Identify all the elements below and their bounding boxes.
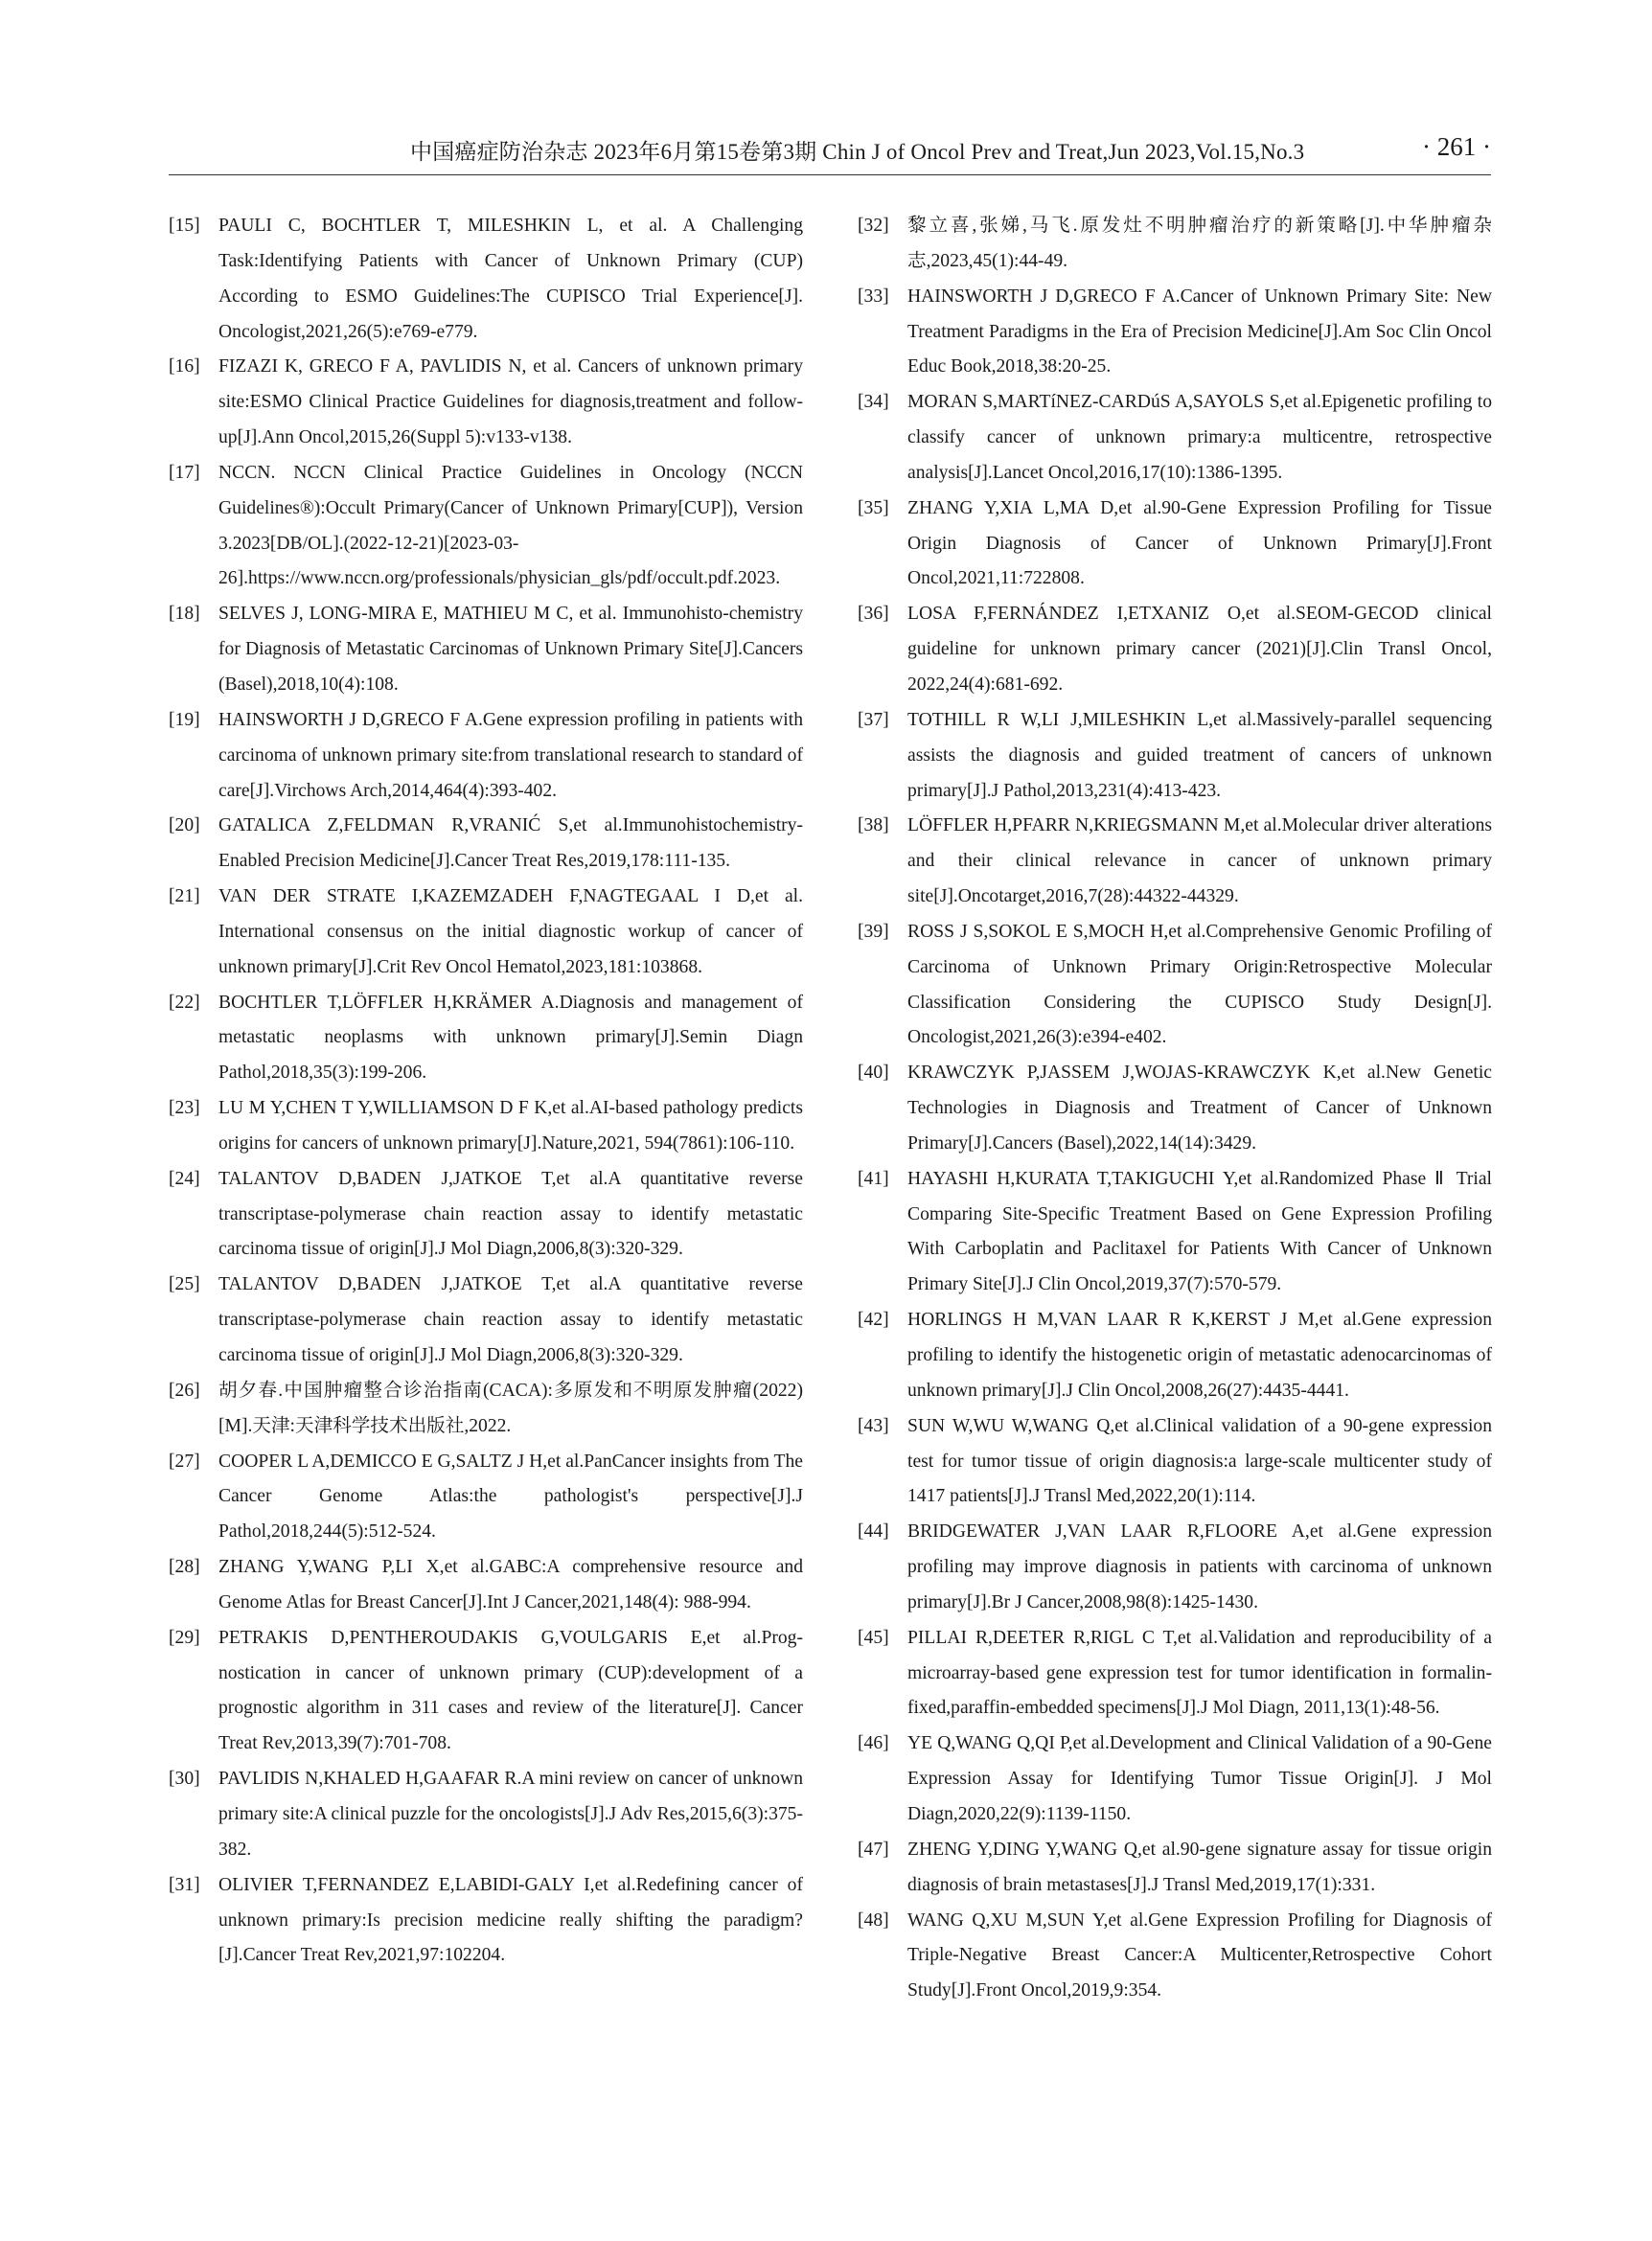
reference-text: MORAN S,MARTíNEZ-CARDúS A,SAYOLS S,et al.Epigenetic profiling to classify cancer of unknown primary:a multicentre, retrospective analysis[J].Lancet Oncol,2016,17(10):1386-1395. [907, 392, 1492, 483]
reference-item [858, 1833, 1492, 1904]
reference-number: [34] [858, 392, 889, 413]
reference-item [858, 1904, 1492, 2010]
reference-column-left [169, 209, 803, 1974]
reference-item [169, 1868, 803, 1975]
reference-item [858, 597, 1492, 703]
reference-text: VAN DER STRATE I,KAZEMZADEH F,NAGTEGAAL I D,et al. International consensus on the initial diagnostic workup of cancer of unknown primary[J].Crit Rev Oncol Hematol,2023,181:103868. [218, 886, 803, 977]
reference-item [169, 456, 803, 597]
reference-text: PETRAKIS D,PENTHEROUDAKIS G,VOULGARIS E,et al.Prog-nostication in cancer of unknown primary (CUP):development of a prognostic algorithm in 311 cases and review of the literature[J]. Cancer Treat Rev,2013,39(7):701-708. [218, 1627, 803, 1754]
reference-item [858, 492, 1492, 598]
reference-number: [33] [858, 286, 889, 307]
reference-number: [24] [169, 1168, 200, 1189]
reference-number: [27] [169, 1451, 200, 1472]
reference-text: 胡夕春.中国肿瘤整合诊治指南(CACA):多原发和不明原发肿瘤(2022)[M].天津:天津科学技术出版社,2022. [218, 1380, 803, 1436]
reference-number: [35] [858, 497, 889, 518]
reference-number: [20] [169, 815, 200, 836]
reference-item [169, 1268, 803, 1374]
reference-number: [19] [169, 709, 200, 730]
reference-number: [39] [858, 921, 889, 942]
reference-text: ZHANG Y,WANG P,LI X,et al.GABC:A comprehensive resource and Genome Atlas for Breast Cancer[J].Int J Cancer,2021,148(4): 988-994. [218, 1557, 803, 1612]
reference-item [858, 385, 1492, 492]
reference-text: TALANTOV D,BADEN J,JATKOE T,et al.A quantitative reverse transcriptase-polymerase chain reaction assay to identify metastatic carcinoma tissue of origin[J].J Mol Diagn,2006,8(3):320-329. [218, 1274, 803, 1365]
running-title: 中国癌症防治杂志 2023年6月第15卷第3期 Chin J of Oncol Prev and Treat,Jun 2023,Vol.15,No.3 [410, 140, 1305, 164]
reference-text: TOTHILL R W,LI J,MILESHKIN L,et al.Massively-parallel sequencing assists the diagnosis and guided treatment of cancers of unknown primary[J].J Pathol,2013,231(4):413-423. [907, 709, 1492, 801]
reference-number: [32] [858, 216, 889, 236]
reference-item [858, 703, 1492, 810]
reference-item [858, 915, 1492, 1056]
reference-number: [23] [169, 1098, 200, 1119]
reference-number: [30] [169, 1769, 200, 1790]
reference-number: [26] [169, 1380, 200, 1401]
reference-text: BRIDGEWATER J,VAN LAAR R,FLOORE A,et al.Gene expression profiling may improve diagnosis in patients with carcinoma of unknown primary[J].Br J Cancer,2008,98(8):1425-1430. [907, 1521, 1492, 1612]
running-header [169, 132, 1491, 175]
page-number: · 261 · [1422, 132, 1491, 161]
reference-text: YE Q,WANG Q,QI P,et al.Development and Clinical Validation of a 90-Gene Expression Assay for Identifying Tumor Tissue Origin[J]. J Mol Diagn,2020,22(9):1139-1150. [907, 1733, 1492, 1824]
reference-text: BOCHTLER T,LÖFFLER H,KRÄMER A.Diagnosis and management of metastatic neoplasms with unknown primary[J].Semin Diagn Pathol,2018,35(3):199-206. [218, 992, 803, 1084]
reference-item [169, 1550, 803, 1621]
reference-item [169, 350, 803, 456]
reference-number: [25] [169, 1274, 200, 1295]
reference-number: [46] [858, 1733, 889, 1754]
reference-text: PAULI C, BOCHTLER T, MILESHKIN L, et al. A Challenging Task:Identifying Patients with Cancer of Unknown Primary (CUP) According to ESMO Guidelines:The CUPISCO Trial Experience[J]. Oncologist,2021,26(5):e769-e779. [218, 216, 803, 342]
reference-text: HORLINGS H M,VAN LAAR R K,KERST J M,et al.Gene expression profiling to identify the histogenetic origin of metastatic adenocarcinomas of unknown primary[J].J Clin Oncol,2008,26(27):4435-4441. [907, 1310, 1492, 1401]
reference-item [169, 1621, 803, 1762]
reference-number: [47] [858, 1839, 889, 1860]
reference-text: LU M Y,CHEN T Y,WILLIAMSON D F K,et al.AI-based pathology predicts origins for cancers of unknown primary[J].Nature,2021, 594(7861):106-110. [218, 1098, 803, 1154]
reference-item [169, 986, 803, 1092]
reference-text: NCCN. NCCN Clinical Practice Guidelines in Oncology (NCCN Guidelines®):Occult Primary(Cancer of Unknown Primary[CUP]), Version 3.2023[DB/OL].(2022-12-21)[2023-03-26].https://www.nccn.org/professionals/physician_gls/pdf/occult.pdf.2023. [218, 462, 803, 589]
reference-text: PAVLIDIS N,KHALED H,GAAFAR R.A mini review on cancer of unknown primary site:A clinical puzzle for the oncologists[J].J Adv Res,2015,6(3):375-382. [218, 1769, 804, 1860]
reference-number: [15] [169, 216, 200, 236]
reference-item [858, 1056, 1492, 1162]
reference-item [169, 1162, 803, 1269]
reference-item [169, 597, 803, 703]
reference-text: ZHENG Y,DING Y,WANG Q,et al.90-gene signature assay for tissue origin diagnosis of brain metastases[J].J Transl Med,2019,17(1):331. [907, 1839, 1492, 1895]
reference-number: [48] [858, 1909, 889, 1931]
reference-number: [28] [169, 1557, 200, 1578]
reference-text: ZHANG Y,XIA L,MA D,et al.90-Gene Expression Profiling for Tissue Origin Diagnosis of Cancer of Unknown Primary[J].Front Oncol,2021,11:722808. [907, 497, 1492, 589]
reference-text: OLIVIER T,FERNANDEZ E,LABIDI-GALY I,et al.Redefining cancer of unknown primary:Is precision medicine really shifting the paradigm?[J].Cancer Treat Rev,2021,97:102204. [218, 1874, 803, 1966]
reference-item [169, 703, 803, 810]
reference-text: ROSS J S,SOKOL E S,MOCH H,et al.Comprehensive Genomic Profiling of Carcinoma of Unknown Primary Origin:Retrospective Molecular Classification Considering the CUPISCO Study Design[J]. Oncologist,2021,26(3):e394-e402. [907, 921, 1492, 1048]
reference-text: WANG Q,XU M,SUN Y,et al.Gene Expression Profiling for Diagnosis of Triple-Negative Breast Cancer:A Multicenter,Retrospective Cohort Study[J].Front Oncol,2019,9:354. [907, 1909, 1492, 2001]
reference-item [169, 1091, 803, 1162]
reference-item [858, 1409, 1492, 1516]
reference-number: [45] [858, 1627, 889, 1648]
reference-number: [29] [169, 1627, 200, 1648]
reference-number: [36] [858, 604, 889, 625]
reference-number: [40] [858, 1063, 889, 1084]
reference-column-right [858, 209, 1492, 2009]
reference-item [858, 809, 1492, 915]
reference-item [858, 1621, 1492, 1727]
reference-item [858, 1162, 1492, 1303]
reference-number: [16] [169, 356, 200, 377]
reference-text: 黎立喜,张娣,马飞.原发灶不明肿瘤治疗的新策略[J].中华肿瘤杂志,2023,45(1):44-49. [907, 216, 1492, 271]
reference-item [169, 209, 803, 350]
reference-number: [37] [858, 709, 889, 730]
reference-text: SUN W,WU W,WANG Q,et al.Clinical validation of a 90-gene expression test for tumor tissue of origin diagnosis:a large-scale multicenter study of 1417 patients[J].J Transl Med,2022,20(1):114. [907, 1415, 1492, 1507]
reference-number: [22] [169, 992, 200, 1013]
reference-item [169, 880, 803, 986]
reference-text: LÖFFLER H,PFARR N,KRIEGSMANN M,et al.Molecular driver alterations and their clinical relevance in cancer of unknown primary site[J].Oncotarget,2016,7(28):44322-44329. [907, 815, 1492, 907]
reference-text: GATALICA Z,FELDMAN R,VRANIĆ S,et al.Immunohistochemistry-Enabled Precision Medicine[J].Cancer Treat Res,2019,178:111-135. [218, 815, 803, 872]
reference-number: [21] [169, 886, 200, 907]
reference-item [858, 1303, 1492, 1409]
reference-number: [31] [169, 1874, 200, 1895]
reference-text: PILLAI R,DEETER R,RIGL C T,et al.Validation and reproducibility of a microarray-based gene expression test for tumor identification in formalin-fixed,paraffin-embedded specimens[J].J Mol Diagn, 2011,13(1):48-56. [907, 1627, 1492, 1719]
reference-number: [41] [858, 1168, 889, 1189]
reference-number: [43] [858, 1415, 889, 1436]
reference-text: KRAWCZYK P,JASSEM J,WOJAS-KRAWCZYK K,et al.New Genetic Technologies in Diagnosis and Treatment of Cancer of Unknown Primary[J].Cancers (Basel),2022,14(14):3429. [907, 1063, 1492, 1154]
reference-item [858, 209, 1492, 280]
reference-item [169, 809, 803, 880]
reference-item [858, 280, 1492, 386]
reference-number: [18] [169, 604, 200, 625]
reference-number: [44] [858, 1521, 889, 1543]
reference-number: [17] [169, 462, 200, 483]
reference-text: HAINSWORTH J D,GRECO F A.Cancer of Unknown Primary Site: New Treatment Paradigms in the Era of Precision Medicine[J].Am Soc Clin Oncol Educ Book,2018,38:20-25. [907, 286, 1492, 377]
reference-item [169, 1374, 803, 1445]
reference-item [858, 1515, 1492, 1621]
reference-text: LOSA F,FERNÁNDEZ I,ETXANIZ O,et al.SEOM-GECOD clinical guideline for unknown primary cancer (2021)[J].Clin Transl Oncol, 2022,24(4):681-692. [907, 604, 1492, 695]
reference-text: HAYASHI H,KURATA T,TAKIGUCHI Y,et al.Randomized Phase Ⅱ Trial Comparing Site-Specific Treatment Based on Gene Expression Profiling With Carboplatin and Paclitaxel for Patients With Cancer of Unknown Primary Site[J].J Clin Oncol,2019,37(7):570-579. [907, 1168, 1492, 1295]
reference-text: SELVES J, LONG-MIRA E, MATHIEU M C, et al. Immunohisto-chemistry for Diagnosis of Metastatic Carcinomas of Unknown Primary Site[J].Cancers (Basel),2018,10(4):108. [218, 604, 803, 695]
reference-number: [38] [858, 815, 889, 836]
reference-text: HAINSWORTH J D,GRECO F A.Gene expression profiling in patients with carcinoma of unknown primary site:from translational research to standard of care[J].Virchows Arch,2014,464(4):393-402. [218, 709, 803, 801]
reference-item [169, 1445, 803, 1551]
reference-text: TALANTOV D,BADEN J,JATKOE T,et al.A quantitative reverse transcriptase-polymerase chain reaction assay to identify metastatic carcinoma tissue of origin[J].J Mol Diagn,2006,8(3):320-329. [218, 1168, 803, 1260]
reference-text: FIZAZI K, GRECO F A, PAVLIDIS N, et al. Cancers of unknown primary site:ESMO Clinical Practice Guidelines for diagnosis,treatment and follow-up[J].Ann Oncol,2015,26(Suppl 5):v133-v138. [218, 356, 803, 448]
reference-number: [42] [858, 1310, 889, 1331]
reference-item [169, 1762, 803, 1868]
reference-text: COOPER L A,DEMICCO E G,SALTZ J H,et al.PanCancer insights from The Cancer Genome Atlas:the pathologist's perspective[J].J Pathol,2018,244(5):512-524. [218, 1451, 803, 1543]
reference-item [858, 1726, 1492, 1833]
